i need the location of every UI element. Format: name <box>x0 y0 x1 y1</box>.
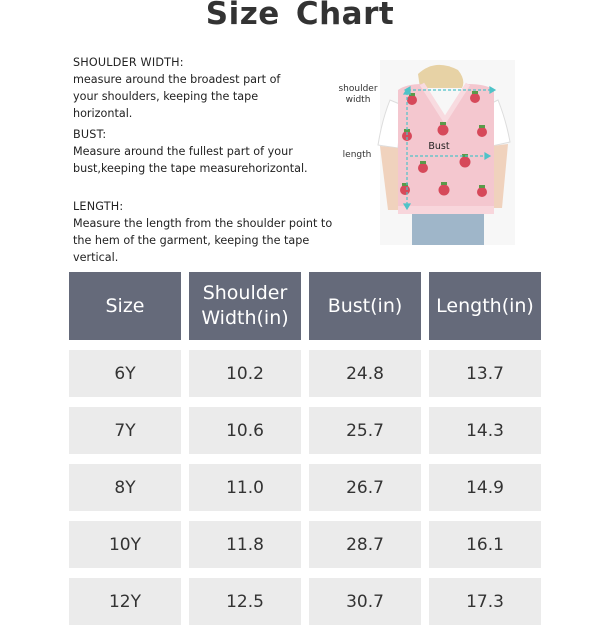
size-cell: 7Y <box>69 407 181 454</box>
header-size: Size <box>69 272 181 340</box>
shoulder-cell: 11.8 <box>189 521 301 568</box>
shoulder-cell: 10.2 <box>189 350 301 397</box>
bust-text: Measure around the fullest part of your bust,keeping the tape measurehorizontal. <box>73 145 308 175</box>
length-cell: 13.7 <box>429 350 541 397</box>
shoulder-text: measure around the broadest part of your shoulders, keeping the tape horizontal. <box>73 73 281 120</box>
shoulder-cell: 11.0 <box>189 464 301 511</box>
header-shoulder-width <box>189 272 301 340</box>
header-shoulder-width-text: Shoulder Width(in) <box>201 282 289 329</box>
shoulder-heading: SHOULDER WIDTH: <box>73 56 184 69</box>
bust-cell: 25.7 <box>309 407 421 454</box>
length-label: length <box>342 150 372 160</box>
length-cell: 17.3 <box>429 578 541 625</box>
bust-instruction <box>73 126 363 177</box>
length-cell: 14.9 <box>429 464 541 511</box>
table-row <box>69 407 541 454</box>
shoulder-width-label: shoulder width <box>338 84 378 105</box>
header-length: Length(in) <box>429 272 541 340</box>
size-cell: 6Y <box>69 350 181 397</box>
bust-cell: 24.8 <box>309 350 421 397</box>
bust-heading: BUST: <box>73 128 107 141</box>
length-text: Measure the length from the shoulder point to the hem of the garment, keeping the tape vertical. <box>73 217 333 264</box>
title-word-chart: Chart <box>295 0 395 32</box>
header-bust: Bust(in) <box>309 272 421 340</box>
shoulder-cell: 12.5 <box>189 578 301 625</box>
length-cell: 16.1 <box>429 521 541 568</box>
table-row <box>69 350 541 397</box>
table-header-row <box>69 272 541 340</box>
title-word-size: Size <box>205 0 280 32</box>
length-cell: 14.3 <box>429 407 541 454</box>
bust-cell: 30.7 <box>309 578 421 625</box>
length-heading: LENGTH: <box>73 200 124 213</box>
shoulder-cell: 10.6 <box>189 407 301 454</box>
size-cell: 8Y <box>69 464 181 511</box>
bust-cell: 26.7 <box>309 464 421 511</box>
size-table <box>61 262 549 635</box>
size-cell: 10Y <box>69 521 181 568</box>
size-cell: 12Y <box>69 578 181 625</box>
table-row <box>69 464 541 511</box>
bust-label: Bust <box>428 141 450 152</box>
length-instruction <box>73 198 363 266</box>
vest-measurement-diagram <box>330 60 515 245</box>
page-title <box>0 0 600 32</box>
shoulder-instruction <box>73 54 363 122</box>
table-row <box>69 521 541 568</box>
table-row <box>69 578 541 625</box>
bust-cell: 28.7 <box>309 521 421 568</box>
